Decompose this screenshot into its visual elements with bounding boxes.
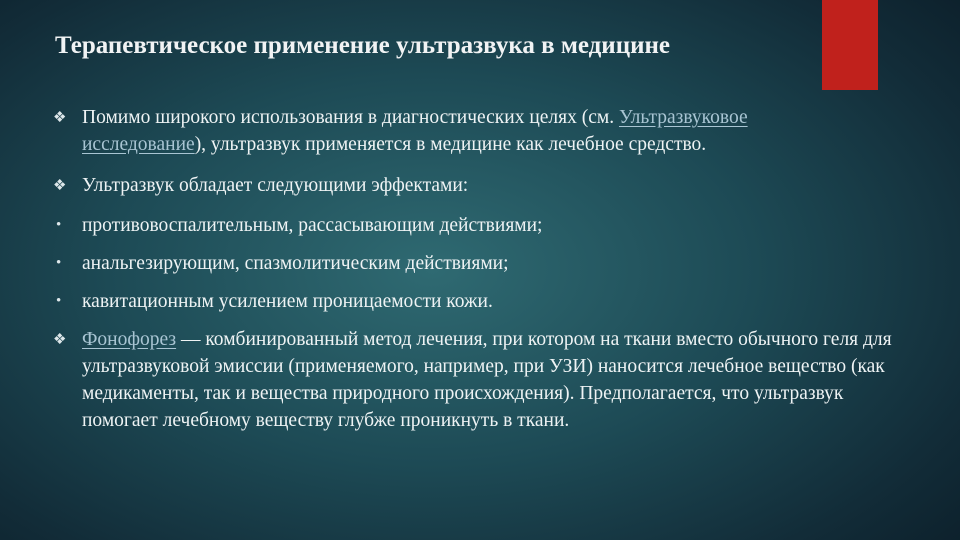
bullet-text: — комбинированный метод лечения, при котором на ткани вместо обычного геля для ультразвуковой эмиссии (применяемого, например, при УЗИ) наносится лечебное вещество (как медикаменты, так и вещества природного происхождения). Предполагается, что ультразвук помогает лечебному веществу глубже проникнуть в ткани.: [82, 329, 892, 431]
ultrasound-examination-link[interactable]: Ультразвуковое исследование: [82, 107, 748, 155]
list-item: [48, 288, 942, 315]
diamond-bullet-icon: ❖: [53, 332, 67, 348]
diamond-bullet-icon: ❖: [53, 110, 67, 126]
bullet-text: противовоспалительным, рассасывающим действиями;: [82, 215, 543, 236]
bullet-text: анальгезирующим, спазмолитическим действиями;: [82, 253, 509, 274]
phonophoresis-link[interactable]: Фонофорез: [82, 329, 177, 350]
list-item: [48, 104, 942, 158]
list-item: [48, 326, 917, 434]
list-item: [48, 212, 942, 239]
bullet-text: кавитационным усилением проницаемости кожи.: [82, 291, 493, 312]
slide-title: Терапевтическое применение ультразвука в медицине: [55, 32, 671, 59]
diamond-bullet-icon: ❖: [53, 178, 67, 194]
dot-bullet-icon: •: [56, 255, 62, 271]
accent-bar: [822, 0, 878, 90]
bullet-text: Помимо широкого использования в диагностических целях (см.: [82, 107, 619, 128]
bullet-text: Ультразвук обладает следующими эффектами:: [82, 175, 469, 196]
bullet-text-continued: ), ультразвук применяется в медицине как лечебное средство.: [194, 134, 707, 155]
list-item: [48, 172, 942, 199]
dot-bullet-icon: •: [56, 217, 62, 233]
list-item: [48, 250, 942, 277]
dot-bullet-icon: •: [56, 293, 62, 309]
